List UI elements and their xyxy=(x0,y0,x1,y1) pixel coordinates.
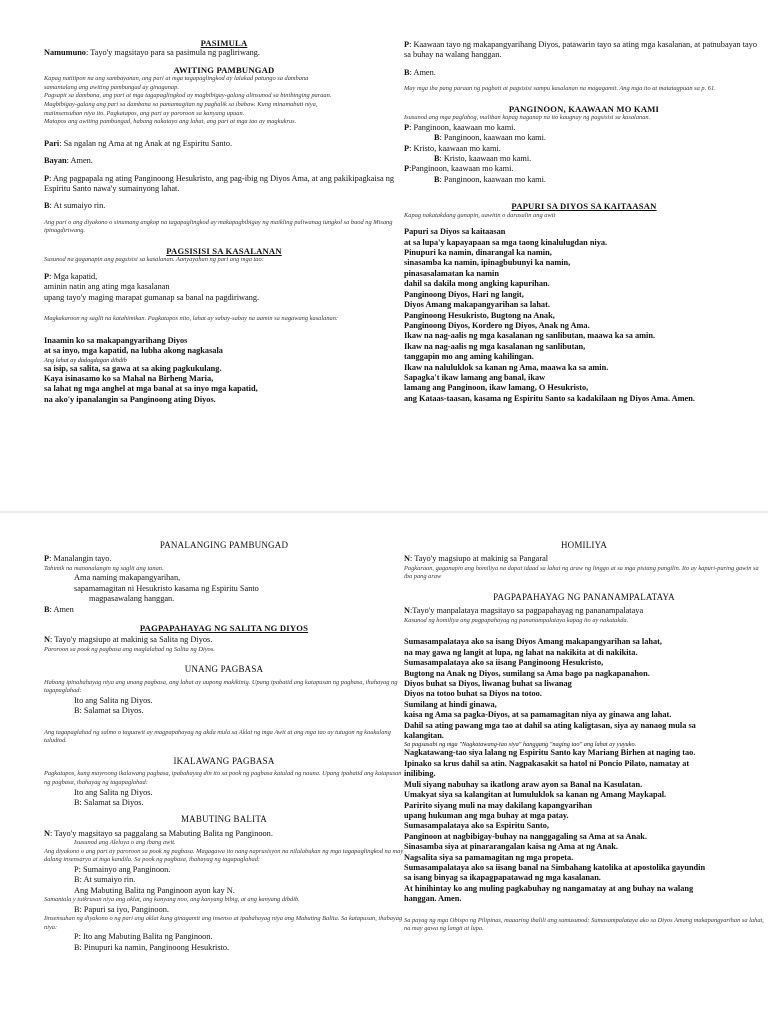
creed-line: Nagkatawang-tao siya lalang ng Espiritu Santo kay Mariang Birhen at naging tao. xyxy=(404,748,696,758)
reader-line: B: Salamat sa Diyos. xyxy=(74,798,144,808)
gloria-line: Pinupuri ka namin, dinarangal ka namin, xyxy=(404,248,552,258)
namumuno-label: Namumuno xyxy=(44,48,86,58)
rubric-line: Kapag natitipon na ang sambayanan, ang pari at mga tagapaglingkod ay lalakad patungo sa dambana xyxy=(44,75,309,83)
response-line xyxy=(44,201,404,211)
kyrie-litany xyxy=(404,123,764,185)
magsitayo-line xyxy=(44,829,404,839)
reader-line: Ito ang Salita ng Diyos. xyxy=(74,696,153,706)
gloria-line: Diyos Amang makapangyarihan sa lahat. xyxy=(404,300,550,310)
pari-line xyxy=(44,139,404,149)
kyrie-text: : Panginoon, kaawaan mo kami. xyxy=(439,174,547,184)
namumuno-line xyxy=(44,48,404,58)
rubric-paliwanag: Ang pari o ang diyakono o sinumang angkop na tagapaglingkod ay makapagbibigay ng maikling paliwanag tungkol sa buod ng Misang ipinagdiriwang. xyxy=(44,218,393,235)
creed-line: Diyos na totoo buhat sa Diyos na totoo. xyxy=(404,689,542,699)
confiteor-line: sa isip, sa salita, sa gawa at sa aking pagkukulang. xyxy=(44,363,222,373)
kyrie-line xyxy=(404,123,764,133)
creed-line: Panginoon at nagbibigay-buhay na nanggagaling sa Ama at sa Anak. xyxy=(404,831,647,841)
rubric-line: Magbibigay-galang ang pari sa dambana sa pamamagitan ng paghalik sa ibabaw. Kung minamabuti niya, xyxy=(44,101,318,108)
confiteor-line: Inaamin ko sa makapangyarihang Diyos xyxy=(44,335,188,345)
confiteor xyxy=(44,336,404,405)
bayan-text: : Amen. xyxy=(66,156,93,166)
kyrie-line xyxy=(404,175,764,185)
creed-line: Muli siyang nabuhay sa ikatlong araw ayon sa Banal na Kasulatan. xyxy=(404,779,643,789)
namumuno-label: N xyxy=(44,828,50,838)
pananampalataya-text: :Tayo'y manpalataya magsitayo sa pagpapahayag ng pananampalataya xyxy=(410,606,644,616)
creed-line: Sumasampalataya ako sa Espiritu Santo, xyxy=(404,821,549,831)
rubric-creed: Kasunod ng homiliya ang pagpapahayag ng pananampalataya kapag ito ay nakatakda. xyxy=(404,616,629,624)
creed-line: kaisa ng Ama sa pagka-Diyos, at sa pamamagitan niya ay ginawa ang lahat. xyxy=(404,710,672,720)
rubric-aleluya: Isusunod ang Aleluya o ang ibang awit. xyxy=(74,839,176,847)
gloria-line: ang Kataas-taasan, kasama ng Espiritu Santo sa kadakilaan ng Diyos Ama. Amen. xyxy=(404,393,695,403)
confiteor-line: at sa inyo, mga kapatid, na lubha akong nagkasala xyxy=(44,346,223,356)
prayer-line: sapamamagitan ni Hesukristo kasama ng Espiritu Santo xyxy=(74,583,259,593)
rubric-prusisyon: Ang diyakono o ang pari ay paroroon sa pook ng pagbasa. Magagawa ito nang naprusisyon na nilalabukan ng mga tagapaglingkod na may dalang insensaryo at mga kandila. Sa pook ng pagbasa, ihahayag ng tagapaglahad: xyxy=(44,847,404,864)
creed-line: Bugtong na Anak ng Diyos, sumilang sa Ama bago pa nagkapanahon. xyxy=(404,668,650,678)
page-divider xyxy=(0,511,768,513)
gospel-line: P: Ito ang Mabuting Balita ng Panginoon. xyxy=(74,932,213,942)
rubric-salmo: Ang tagapaglahad ng salmo o taguawit ay magpapahayag ng akda mula sa Aklat ng mga Awit at ang mga tao ay tutugon ng kaukulang taludtod. xyxy=(44,728,391,745)
absolution-line xyxy=(404,40,764,61)
creed-line: Diyos buhat sa Diyos, liwanag buhat sa liwanag xyxy=(404,679,572,689)
creed-part-1 xyxy=(404,637,764,741)
gloria-line: pinasasalamatan ka namin xyxy=(404,268,499,278)
gloria-line: at sa lupa'y kapayapaan sa mga taong kinalulugdan niya. xyxy=(404,237,608,247)
amen-text: : Amen xyxy=(49,604,74,614)
rubric-gloria: Kapag nakatakdang ganapin, aawitin o darasalin ang awit xyxy=(404,211,556,219)
bayan-label: Bayan xyxy=(44,156,67,166)
creed-line: Dahil sa ating pawang mga tao at dahil sa ating kaligtasan, siya ay nanaog mula sa xyxy=(404,720,696,730)
heading-pananampalataya: PAGPAPAHAYAG NG PANANAMPALATAYA xyxy=(493,592,675,602)
creed-line: inilibing. xyxy=(404,769,436,779)
priest-label: P xyxy=(404,164,410,174)
rubric-tahimik: Tahimik na mananalangin ng saglit ang tanan. xyxy=(44,564,164,572)
confiteor-rubric: Ang lahat ay dadagdagan dibdib xyxy=(44,356,127,364)
people-label: B xyxy=(44,604,50,614)
priest-label: P xyxy=(404,143,410,153)
heading-awiting-pambungad: AWITING PAMBUNGAD xyxy=(173,64,275,75)
kyrie-text: : Panginoon, kaawaan mo kami. xyxy=(409,122,516,132)
pananampalataya-line xyxy=(404,606,764,616)
creed-line: Sumasampalataya ako sa iisang Panginoong Hesukristo, xyxy=(404,658,604,668)
creed-line: Sumasampalataya ako sa isang Diyos Amang makapangyarihan sa lahat, xyxy=(404,637,662,647)
pangaral-text: : Tayo'y magsiupo at makinig sa Pangaral xyxy=(410,554,549,564)
gospel-line: P: Sumainyo ang Panginoon. xyxy=(74,865,171,875)
gospel-line: B: At sumaiyo rin. xyxy=(74,875,136,885)
column-liturgy-word xyxy=(44,540,404,953)
kyrie-line xyxy=(404,154,764,164)
gloria-text xyxy=(404,227,764,404)
rubric-unang-pagbasa: Habang ipinahahayag niya ang unang pagbasa, ang lahat ay uupong makikinig. Upang ipabatid ang katapusan ng pagbasa, ihahayag ng tagapaglahad: xyxy=(44,678,398,695)
greeting-text: : Ang pagpapala ng ating Panginoong Hesukristo, ang pag-ibig ng Diyos Ama, at ang pakikipagkaisa ng Espiritu Santo nawa'y sumainyong lahat. xyxy=(44,173,395,193)
gloria-line: Papuri sa Diyos sa kaitaasan xyxy=(404,227,506,237)
kyrie-text: : Kristo, kaawaan mo kami. xyxy=(409,143,501,153)
creed-line: Ipinako sa krus dahil sa atin. Nagpakasakit sa hatol ni Poncio Pilato, namatay at xyxy=(404,758,690,768)
bayan-line xyxy=(44,156,404,166)
people-label: B xyxy=(434,174,440,184)
prayer-line: Ama naming makapangyarihan, xyxy=(74,573,181,583)
absolution-text: : Kaawaan tayo ng makapangyarihang Diyos, patawarin tayo sa ating mga kasalanan, at patnubayan tayo sa buhay na walang hanggan. xyxy=(404,40,757,60)
makinig-line xyxy=(44,635,404,645)
creed-line: upang hukuman ang mga buhay at mga patay. xyxy=(404,810,569,820)
namumuno-label: N xyxy=(44,635,50,645)
rubric-line: Matapos ang awiting pambungad, habang nakatayo ang lahat, ang pari at mga tao ay magkukrus. xyxy=(44,118,297,126)
creed-line: Sinasamba siya at pinararangalan kaisa ng Ama at ng Anak. xyxy=(404,842,618,852)
rubric-line: Pagsapit sa dambana, ang pari at mga tagapaglingkod ay magbibigay-galang alinsunod sa binibinging paraan. xyxy=(44,92,332,100)
greeting-line xyxy=(44,174,404,195)
gospel-line: B: Papuri sa iyo, Panginoon. xyxy=(74,904,169,914)
rubric-pagsisisi: Susunod na gaganapin ang pagsisisi sa kasalanan. Aanyayahan ng pari ang mga tao: xyxy=(44,256,264,264)
magsitayo-text: : Tayo'y magsitayo sa paggalang sa Mabuting Balita ng Panginoon. xyxy=(50,828,273,838)
priest-label: P xyxy=(44,272,50,281)
rubric-obispo: Sa payag ng mga Obispo ng Pilipinas, maaaring ibalili ang sumusunod: Sumasampalataya ako sa Diyos Amang makapangyarihan sa lahat, na may gawa ng langit at lupa. xyxy=(404,916,764,933)
rubric-line: maiinsensuhan niya ito. Pagkatapos, ang pari ay paroroon sa kanyang upuan. xyxy=(44,109,245,117)
priest-label: P xyxy=(44,173,50,183)
kapatid-text: : Mga kapatid, xyxy=(49,272,98,281)
reader-line: Ito ang Salita ng Diyos. xyxy=(74,787,153,797)
heading-salita: PAGPAPAHAYAG NG SALITA NG DIYOS xyxy=(139,623,309,634)
rubric-ibang-paraan: May mga iba pang paraan ng pagbati at pagsisisi sampu kasalanan na magagamit. Ang mga ito at matatagpuan sa p. 61. xyxy=(404,85,716,93)
invitation-line: upang tayo'y maging marapat gumanap sa banal na pagdiriwang. xyxy=(44,292,260,302)
column-kyrie-gloria xyxy=(404,40,764,404)
gloria-line: Panginoong Hesukristo, Bugtong na Anak, xyxy=(404,310,555,320)
namumuno-label: N xyxy=(404,606,410,616)
kyrie-text: : Panginoon, kaawaan mo kami. xyxy=(439,133,547,143)
rubric-line: samantalang ang awiting pambungad ay ginaganap. xyxy=(44,83,179,91)
kyrie-line xyxy=(404,133,764,143)
kyrie-line xyxy=(404,164,764,174)
creed-line: Paririto siyang muli na may dakilang kapangyarihan xyxy=(404,800,593,810)
gloria-line: Ikaw na nag-aalis ng mga kasalanan ng sanlibutan, xyxy=(404,341,586,351)
gospel-line: Ang Mabuting Balita ng Panginoon ayon kay N. xyxy=(74,885,235,895)
creed-line: Umakyat siya sa kalangitan at lumuluklok sa kanan ng Amang Maykapal. xyxy=(404,790,667,800)
rubric-katahimikan: Magkakaroon ng saglit na katahimikan. Pagkatapos nito, lahat ay sabay-sabay na aamin sa nagawang kasalanan: xyxy=(44,315,339,323)
priest-label: P xyxy=(404,122,410,132)
amen-line xyxy=(404,68,764,78)
confiteor-line: sa lahat ng mga anghel at mga banal at sa inyo mga kapatid, xyxy=(44,384,258,394)
rubric-homiliya: Pagkaraan, gaganapin ang homiliya na dapat idaad sa lahat ng araw ng linggo at sa mga pistang pangilin. Ito ay kapuri-puring gawin sa iba pang araw xyxy=(404,564,759,581)
confiteor-line: na ako'y ipanalangin sa Panginoong ating Diyos. xyxy=(44,394,216,404)
column-homiliya-creed xyxy=(404,540,764,934)
creed-line: sa isang binyag sa ikapagpapatawad ng mga kasalanan. xyxy=(404,873,601,883)
gloria-line: Panginoong Diyos, Kordero ng Diyos, Anak ng Ama. xyxy=(404,320,590,330)
kyrie-text: : Kristo, kaawaan mo kami. xyxy=(439,154,532,164)
amen-line xyxy=(44,605,404,615)
priest-label: P xyxy=(404,40,410,49)
reader-line: B: Salamat sa Diyos. xyxy=(74,706,144,716)
creed-line: na may gawa ng langit at lupa, ng lahat na nakikita at di nakikita. xyxy=(404,647,638,657)
creed-line: hanggan. Amen. xyxy=(404,894,462,904)
creed-line: Sumilang at hindi ginawa, xyxy=(404,699,497,709)
heading-gloria: PAPURI SA DIYOS SA KAITAASAN xyxy=(511,201,657,212)
prayer-line: magpasawalang hanggan. xyxy=(89,594,175,604)
heading-panalanging-pambungad: PANALANGING PAMBUNGAD xyxy=(159,540,289,550)
confiteor-line: Kaya isinasamo ko sa Mahal na Birheng Maria, xyxy=(44,374,214,384)
creed-line: Sumasampalataya ako sa iisang banal na Simbahang katolika at apostolika gayundin xyxy=(404,862,706,872)
manalangin-line xyxy=(44,554,404,564)
gloria-line: Ikaw na naluluklok sa kanan ng Ama, maawa ka sa amin. xyxy=(404,362,609,372)
gloria-line: dahil sa dakila mong angking kapurihan. xyxy=(404,279,550,289)
gloria-line: Ikaw na nag-aalis ng mga kasalanan ng sanlibutan, maawa ka sa amin. xyxy=(404,331,656,341)
amen-text: : Amen. xyxy=(409,67,436,77)
kyrie-text: :Panginoon, kaawaan mo kami. xyxy=(409,164,514,174)
creed-line: kalangitan. xyxy=(404,731,444,741)
rubric-kyrie: Isusunod ang mga paglahog, maliban kapag naganap na ito kaugnay ng pagsisisi sa kasalanan. xyxy=(404,114,651,122)
gospel-line: B: Pinupuri ka namin, Panginoong Hesukristo. xyxy=(74,942,230,952)
manalangin-text: : Manalangin tayo. xyxy=(49,554,112,564)
rubric-krus: Samantala y tutkrusan niya ang aklat, ang kanyang noo, ang kanyang bibig, at ang kanyang dibdib. xyxy=(44,896,300,904)
creed-part-2 xyxy=(404,748,764,904)
heading-pagsisisi: PAGSISISI SA KASALANAN xyxy=(166,246,282,256)
column-pasimula xyxy=(44,38,404,405)
gloria-line: sinasamba ka namin, ipinagbubunyi ka namin, xyxy=(404,258,571,268)
namumuno-text: : Tayo'y magsitayo para sa pasimula ng pagliriwang. xyxy=(85,48,261,58)
gloria-line: Sapagka't ikaw lamang ang banal, ikaw xyxy=(404,372,546,382)
gloria-line: lamang ang Panginoon, ikaw lamang, O Hesukristo, xyxy=(404,383,589,393)
people-label: B xyxy=(434,133,440,143)
response-text: : At sumaiyo rin. xyxy=(49,201,106,211)
heading-mabuting-balita: MABUTING BALITA xyxy=(180,814,268,825)
heading-unang-pagbasa: UNANG PAGBASA xyxy=(184,664,264,675)
creed-line: Nagsalita siya sa pamamagitan ng mga propeta. xyxy=(404,852,574,862)
rubric-ikalawang-pagbasa: Pagkatapos, kung mayroong ikalawang pagbasa, ipabahayag din ito sa pook ng pagbasa katulad ng nauna. Upang ipabatid ang katapusan ng pagbasa, ihahayag ng tagapaglahad: xyxy=(44,770,402,787)
gloria-line: tanggapin mo ang aming kahilingan. xyxy=(404,352,534,362)
rubric-pambungad xyxy=(44,75,404,127)
heading-homiliya: HOMILIYA xyxy=(560,540,608,550)
pari-text: : Sa ngalan ng Ama at ng Anak at ng Espiritu Santo. xyxy=(59,138,233,148)
people-label: B xyxy=(434,154,440,164)
heading-pasimula: PASIMULA xyxy=(200,38,248,48)
namumuno-label: N xyxy=(404,554,410,564)
creed-rubric: Sa pagsasabi ng mga "Nagkatawang-tao siya" hanggang "naging tao" ang lahat ay yuyuko. xyxy=(404,741,637,749)
kapatid-line xyxy=(44,272,404,282)
invitation-line: aminin natin ang ating mga kasalanan xyxy=(44,282,170,292)
rubric-paroroon: Paroroon sa pook ng pagbasa ang maglalahad ng Salita ng Diyos. xyxy=(44,645,215,653)
heading-kyrie: PANGINOON, KAAWAAN MO KAMI xyxy=(508,103,660,114)
pari-label: Pari xyxy=(44,138,60,148)
people-label: B xyxy=(404,67,410,77)
creed-line: At hinihintay ko ang muling pagkabuhay ng nangamatay at ang buhay na walang xyxy=(404,883,694,893)
kyrie-line xyxy=(404,144,764,154)
rubric-insenso: Iinsensuhan ng diyakono o ng pari ang aklat kung ginagamit ang insenso at ipabahayag niya ang Mabuting Balita. Sa katapusan, ihabayag niya: xyxy=(44,915,403,931)
heading-ikalawang-pagbasa: IKALAWANG PAGBASA xyxy=(173,756,275,767)
pangaral-line xyxy=(404,554,764,564)
priest-label: P xyxy=(44,554,50,564)
makinig-text: : Tayo'y magsiupo at makinig sa Salita ng Diyos. xyxy=(50,635,213,645)
gloria-line: Panginoong Diyos, Hari ng langit, xyxy=(404,289,524,299)
people-label: B xyxy=(44,201,50,211)
